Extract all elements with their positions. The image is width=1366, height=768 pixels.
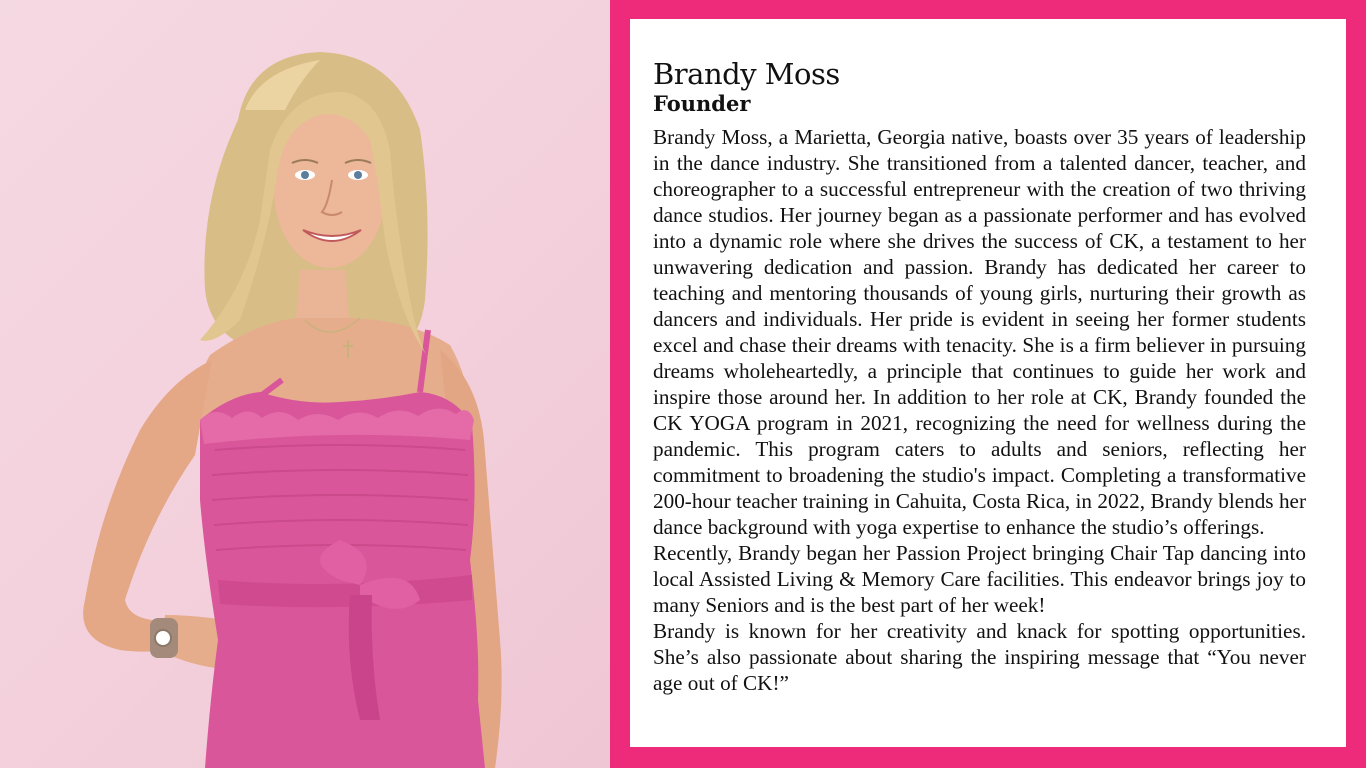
bio-card [630,19,1346,747]
bio-role: Founder [653,90,751,116]
bio-frame [610,0,1366,768]
portrait-illustration [0,0,610,768]
bio-name: Brandy Moss [653,57,840,91]
bio-paragraph-1: Brandy Moss, a Marietta, Georgia native, boasts over 35 years of leadership in the dance industry. She transitioned from a talented dancer, teacher, and choreographer to a successful entrepreneur with the creation of two thriving dance studios. Her journey began as a passionate performer and has evolved into a dynamic role where she drives the success of CK, a testament to her unwavering dedication and passion. Brandy has dedicated her career to teaching and mentoring thousands of young girls, nurturing their growth as dancers and individuals. Her pride is evident in seeing her former students excel and chase their dreams with tenacity. She is a firm believer in pursuing dreams wholeheartedly, a principle that continues to guide her work and inspire those around her. In addition to her role at CK, Brandy founded the CK YOGA program in 2021, recognizing the need for wellness during the pandemic. This program caters to adults and seniors, reflecting her commitment to broadening the studio's impact. Completing a transformative 200-hour teacher training in Cahuita, Costa Rica, in 2022, Brandy blends her dance background with yoga expertise to enhance the studio’s offerings. [653,125,1306,540]
bio-paragraph-2: Recently, Brandy began her Passion Project bringing Chair Tap dancing into local Assisted Living & Memory Care facilities. This endeavor brings joy to many Seniors and is the best part of her week! [653,541,1306,618]
bio-paragraph-3: Brandy is known for her creativity and knack for spotting opportunities. She’s also passionate about sharing the inspiring message that “You never age out of CK!” [653,619,1306,696]
portrait-photo [0,0,610,768]
